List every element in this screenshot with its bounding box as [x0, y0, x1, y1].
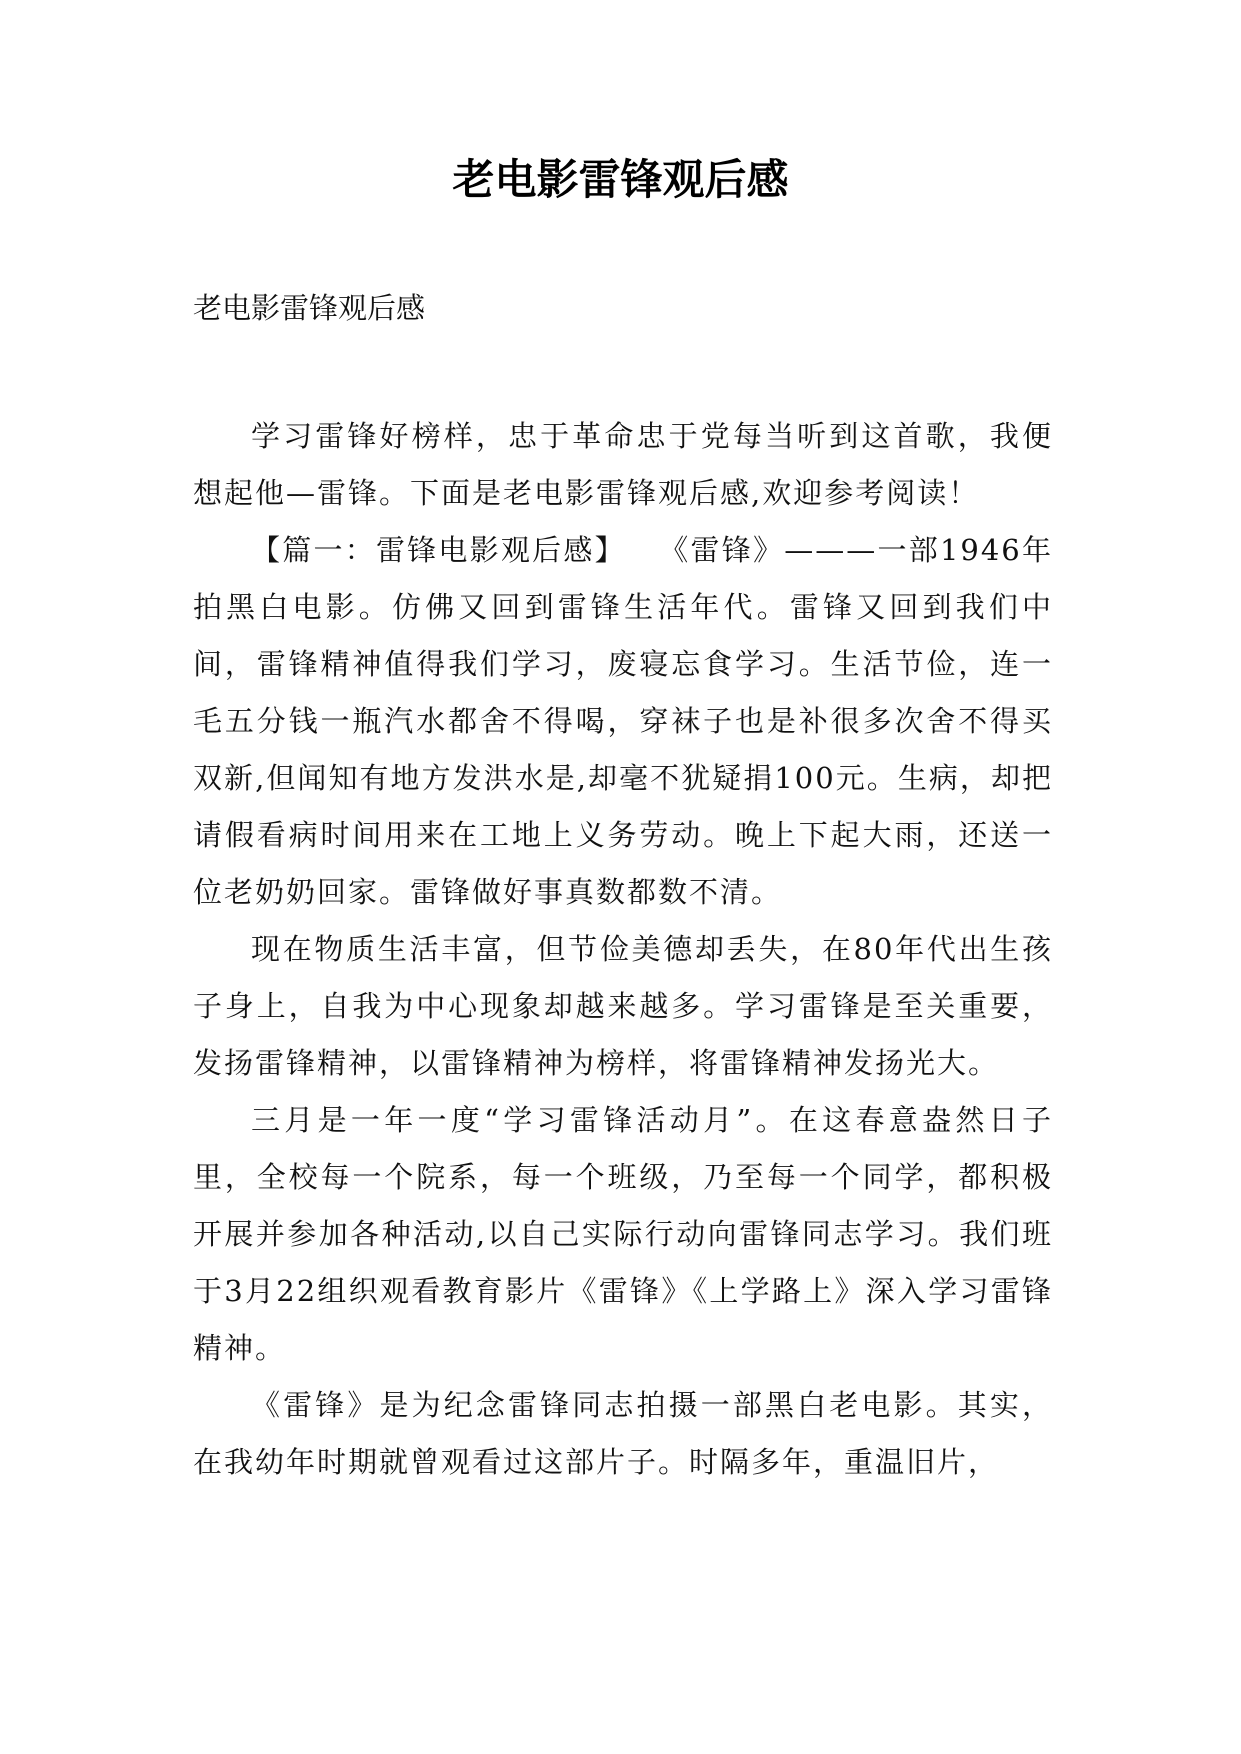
document-title: 老电影雷锋观后感 [452, 155, 789, 204]
document-subtitle: 老电影雷锋观后感 [193, 291, 426, 325]
paragraph-film-review: 《雷锋》是为纪念雷锋同志拍摄一部黑白老电影。其实，在我幼年时期就曾观看过这部片子。时隔多年，重温旧片， [193, 1388, 1053, 1479]
paragraph-intro: 学习雷锋好榜样，忠于革命忠于党每当听到这首歌，我便想起他—雷锋。下面是老电影雷锋观后感,欢迎参考阅读！ [193, 419, 1053, 510]
paragraph-part-one: 【篇一：雷锋电影观后感】 《雷锋》———一部1946年拍黑白电影。仿佛又回到雷锋生活年代。雷锋又回到我们中间，雷锋精神值得我们学习，废寝忘食学习。生活节俭，连一毛五分钱一瓶汽水都舍不得喝，穿袜子也是补很多次舍不得买双新,但闻知有地方发洪水是,却毫不犹疑捐100元。生病，却把请假看病时间用来在工地上义务劳动。晚上下起大雨，还送一位老奶奶回家。雷锋做好事真数都数不清。 [193, 533, 1053, 909]
document-body [193, 408, 1053, 1491]
paragraph-frugality: 现在物质生活丰富，但节俭美德却丢失，在80年代出生孩子身上，自我为中心现象却越来越多。学习雷锋是至关重要，发扬雷锋精神，以雷锋精神为榜样，将雷锋精神发扬光大。 [193, 932, 1053, 1080]
paragraph-march-activity: 三月是一年一度“学习雷锋活动月”。在这春意盎然日子里，全校每一个院系，每一个班级，乃至每一个同学，都积极开展并参加各种活动,以自己实际行动向雷锋同志学习。我们班于3月22组织观看教育影片《雷锋》《上学路上》深入学习雷锋精神。 [193, 1103, 1053, 1365]
